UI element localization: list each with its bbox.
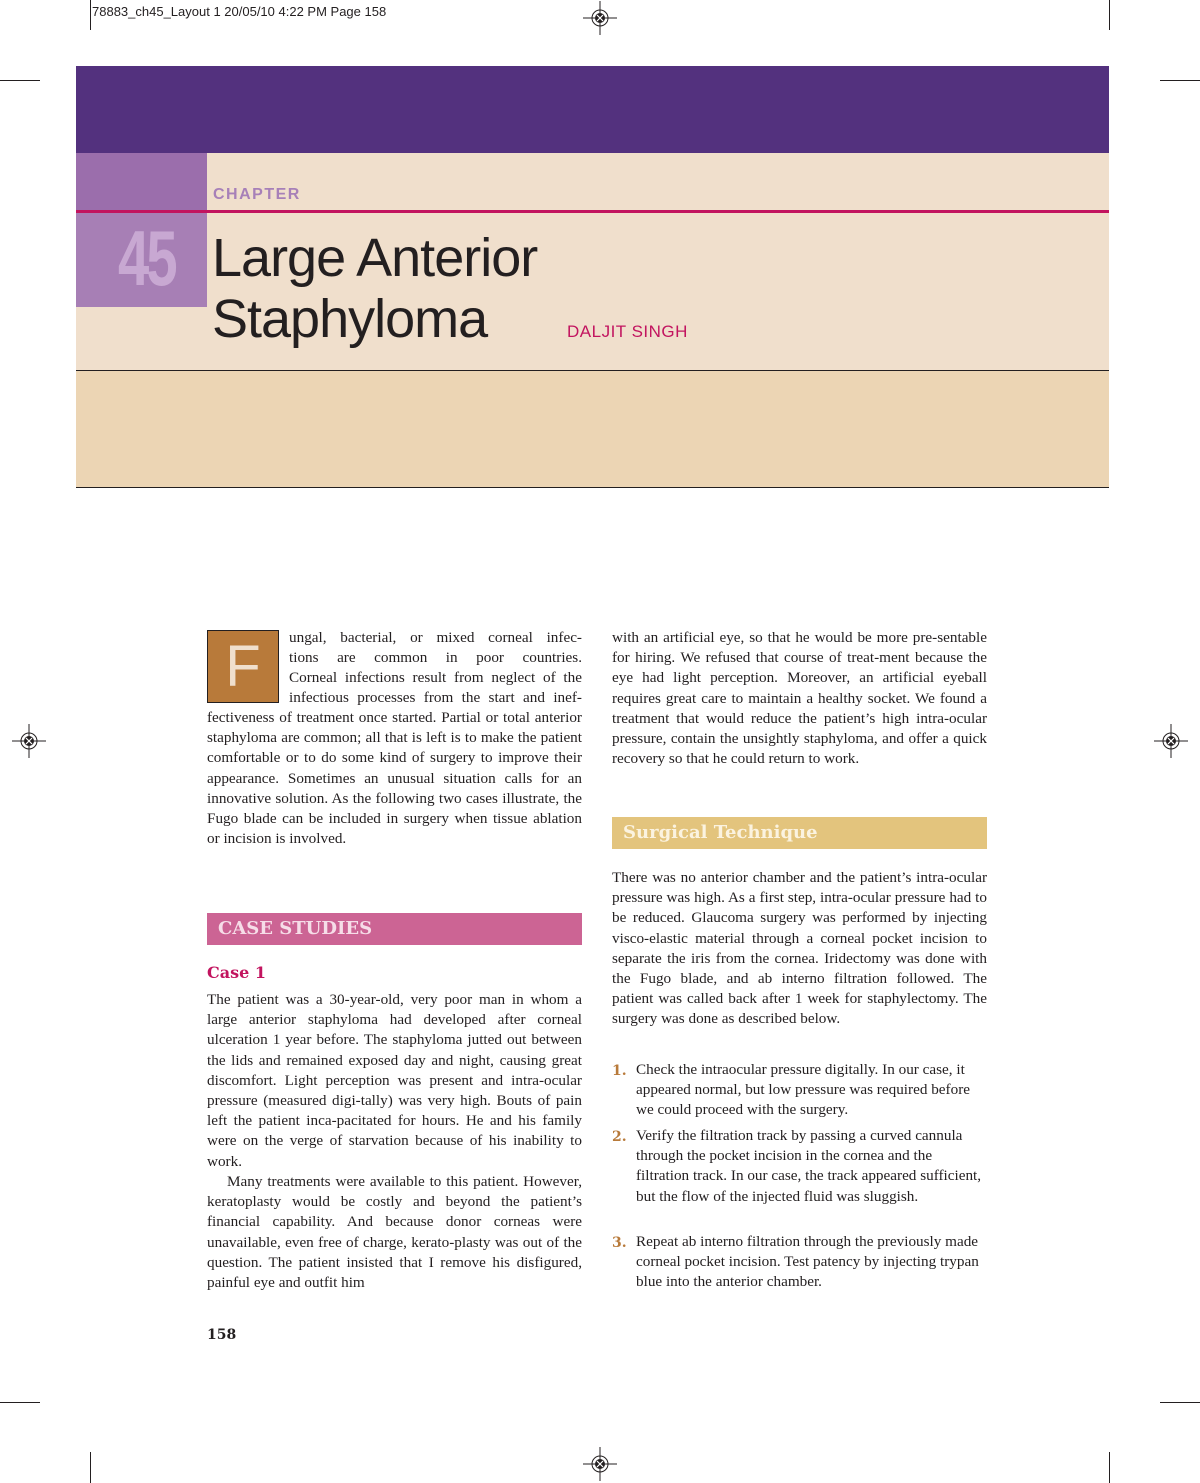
intro-line: tions are common in poor countries. (289, 649, 582, 666)
surgical-technique-paragraph: There was no anterior chamber and the patient’s intra-ocular pressure was high. As a first step, intra-ocular pressure had to be reduced. Glaucoma surgery was performed by injecting visco-elastic material through a corneal pocket incision to separate the iris from the cornea. Iridectomy was done with the Fugo blade, and ab interno filtration followed. The patient was called back after 1 week for staphylectomy. The surgery was done as described below. (612, 869, 987, 1028)
chapter-number-box-top (76, 153, 207, 211)
header-band-top (76, 66, 1109, 153)
crop-mark (1160, 80, 1200, 81)
crop-mark (0, 80, 40, 81)
surgical-technique-heading: Surgical Technique (612, 817, 987, 849)
registration-mark-icon (1154, 724, 1188, 758)
header-band-bottom (76, 370, 1109, 488)
registration-mark-icon (583, 1447, 617, 1481)
chapter-rule (76, 210, 1109, 213)
registration-mark-icon (583, 1, 617, 35)
intro-line: ungal, bacterial, or mixed corneal infec- (289, 629, 582, 646)
page-number: 158 (207, 1327, 237, 1343)
case-1-heading: Case 1 (207, 963, 266, 982)
crop-mark (0, 1402, 40, 1403)
case-1-paragraph-1: The patient was a 30-year-old, very poor man in whom a large anterior staphyloma had developed after corneal ulceration 1 year before. The staphyloma jutted out between the lids and remained exposed day and night, causing great discomfort. Light perception was present and intra-ocular pressure (measured digi-tally) was very high. Bouts of pain left the patient inca-pacitated for hours. He and his family were on the verge of starvation because of his inability to work. (207, 991, 582, 1170)
intro-line: Corneal infections result from neglect of the (289, 669, 582, 686)
step-number: 1. (612, 1063, 627, 1079)
crop-mark (90, 1452, 91, 1483)
step-text: Check the intraocular pressure digitally. In our case, it appeared normal, but low pressure was required before we could proceed with the surgery. (636, 1061, 970, 1119)
chapter-title-line-1: Large Anterior (212, 228, 538, 288)
crop-mark (90, 0, 91, 30)
chapter-label: CHAPTER (213, 186, 301, 203)
crop-mark (1109, 1452, 1110, 1483)
step-text: Verify the filtration track by passing a curved cannula through the pocket incision in the cornea and the filtration track. In our case, the track appeared sufficient, but the flow of the injected fluid was sluggish. (636, 1127, 982, 1205)
intro-line: infectious processes from the start and inef- (289, 689, 582, 706)
case-studies-heading: CASE STUDIES (207, 913, 582, 945)
drop-cap: F (207, 630, 279, 703)
registration-mark-icon (12, 724, 46, 758)
intro-paragraph: fectiveness of treatment once started. Partial or total anterior staphyloma are common; all that is left is to make the patient comfortable or to do some kind of surgery to improve their appearance. Sometimes an unusual situation calls for an innovative solution. As the following two cases illustrate, the Fugo blade can be included in surgery when tissue ablation or incision is involved. (207, 709, 582, 848)
case-1-continued-paragraph: with an artificial eye, so that he would be more pre-sentable for hiring. We refused that course of treat-ment because the eye had light perception. Moreover, an artificial eyeball requires great care to maintain a healthy socket. We found a treatment that would reduce the patient’s high intra-ocular pressure, contain the unsightly staphyloma, and offer a quick recovery so that he could return to work. (612, 629, 987, 768)
chapter-author: DALJIT SINGH (567, 322, 688, 341)
step-number: 3. (612, 1235, 627, 1251)
chapter-number: 45 (118, 214, 175, 302)
crop-mark (1160, 1402, 1200, 1403)
step-text: Repeat ab interno filtration through the previously made corneal pocket incision. Test patency by injecting trypan blue into the anterior chamber. (636, 1233, 979, 1291)
case-1-paragraph-2: Many treatments were available to this patient. However, keratoplasty would be costly and beyond the patient’s financial capability. And because donor corneas were unavailable, even free of charge, kerato-plasty was out of the question. The patient insisted that I remove his disfigured, painful eye and outfit him (207, 1173, 582, 1292)
step-number: 2. (612, 1129, 627, 1145)
crop-mark (1109, 0, 1110, 30)
chapter-title-line-2: Staphyloma (212, 289, 488, 349)
print-slug: 78883_ch45_Layout 1 20/05/10 4:22 PM Page 158 (92, 4, 387, 19)
